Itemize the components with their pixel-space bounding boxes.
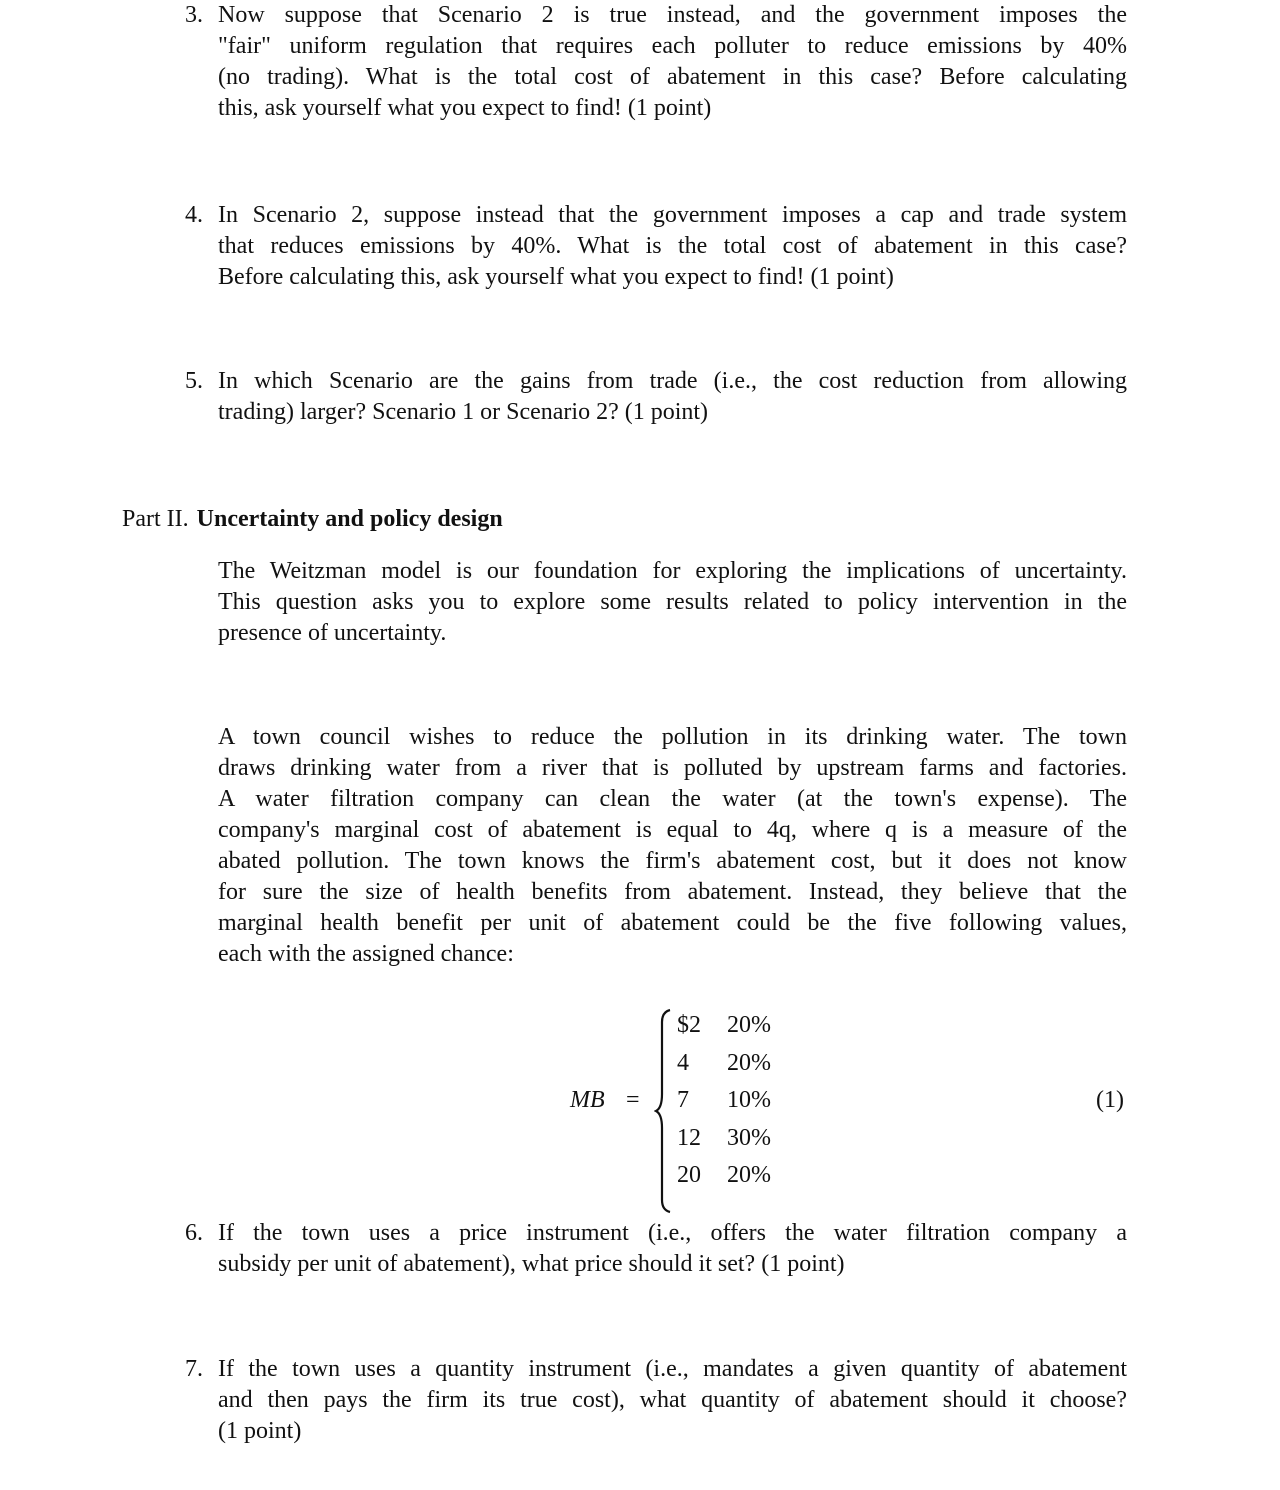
question-number: 5. — [185, 368, 203, 394]
text-line: presence of uncertainty. — [218, 620, 447, 646]
intro-paragraph — [218, 556, 1127, 649]
text-line: If the town uses a quantity instrument (i.e., mandates a given quantity of abatement — [218, 1356, 1127, 1382]
text-line: In Scenario 2, suppose instead that the government imposes a cap and trade system — [218, 202, 1127, 228]
mb-chance: 20% — [727, 1049, 771, 1076]
question-7 — [185, 1354, 1127, 1447]
mb-chance: 20% — [727, 1012, 771, 1038]
text-line: "fair" uniform regulation that requires each polluter to reduce emissions by 40% — [218, 33, 1127, 59]
part-title: Uncertainty and policy design — [196, 506, 503, 532]
equation-number: (1) — [1096, 1087, 1124, 1113]
text-line: marginal health benefit per unit of abatement could be the five following values, — [218, 910, 1127, 936]
mb-value: 4 — [677, 1049, 689, 1076]
text-line: trading) larger? Scenario 1 or Scenario 2? (1 point) — [218, 399, 709, 425]
text-line: Before calculating this, ask yourself what you expect to find! (1 point) — [218, 264, 894, 290]
question-4 — [185, 200, 1127, 293]
text-line: If the town uses a price instrument (i.e., offers the water filtration company a — [218, 1220, 1127, 1246]
mb-chance: 30% — [727, 1124, 771, 1151]
text-line: each with the assigned chance: — [218, 941, 514, 967]
mb-row — [677, 1048, 771, 1079]
question-number: 4. — [185, 202, 203, 228]
text-line: Now suppose that Scenario 2 is true instead, and the government imposes the — [218, 2, 1127, 28]
question-3 — [185, 0, 1127, 124]
question-number: 7. — [185, 1356, 203, 1382]
text-line: The Weitzman model is our foundation for exploring the implications of uncertainty. — [218, 558, 1127, 584]
mb-row — [677, 1010, 771, 1041]
text-line: (1 point) — [218, 1418, 302, 1444]
mb-row — [677, 1160, 771, 1191]
mb-value: 20 — [677, 1162, 701, 1188]
text-line: that reduces emissions by 40%. What is the total cost of abatement in this case? — [218, 233, 1127, 259]
text-line: (no trading). What is the total cost of abatement in this case? Before calculating — [218, 64, 1127, 90]
text-line: this, ask yourself what you expect to find! (1 point) — [218, 95, 712, 121]
problem-paragraph — [218, 722, 1127, 970]
mb-value: 12 — [677, 1124, 701, 1151]
mb-row — [677, 1085, 771, 1116]
question-number: 3. — [185, 2, 203, 28]
text-line: and then pays the firm its true cost), what quantity of abatement should it choose? — [218, 1387, 1127, 1413]
text-line: In which Scenario are the gains from trade (i.e., the cost reduction from allowing — [218, 368, 1127, 394]
text-line: draws drinking water from a river that is polluted by upstream farms and factories. — [218, 755, 1127, 781]
equation-equals: = — [626, 1087, 640, 1113]
question-number: 6. — [185, 1220, 203, 1246]
equation-lhs: MB — [570, 1087, 605, 1113]
text-line: A water filtration company can clean the water (at the town's expense). The — [218, 786, 1127, 812]
mb-value: 7 — [677, 1087, 689, 1113]
mb-chance: 10% — [727, 1087, 771, 1113]
text-line: company's marginal cost of abatement is equal to 4q, where q is a measure of the — [218, 817, 1127, 843]
question-5 — [185, 366, 1127, 428]
text-line: abated pollution. The town knows the firm's abatement cost, but it does not know — [218, 848, 1127, 874]
question-6 — [185, 1218, 1127, 1280]
text-line: subsidy per unit of abatement), what price should it set? (1 point) — [218, 1251, 845, 1277]
text-line: A town council wishes to reduce the pollution in its drinking water. The town — [218, 724, 1127, 750]
left-brace — [654, 1008, 674, 1214]
mb-row — [677, 1123, 771, 1154]
mb-value: $2 — [677, 1012, 701, 1038]
part-label: Part II. — [122, 506, 189, 532]
text-line: for sure the size of health benefits from abatement. Instead, they believe that the — [218, 879, 1127, 905]
part-heading — [122, 504, 503, 535]
mb-chance: 20% — [727, 1162, 771, 1188]
text-line: This question asks you to explore some results related to policy intervention in the — [218, 589, 1127, 615]
